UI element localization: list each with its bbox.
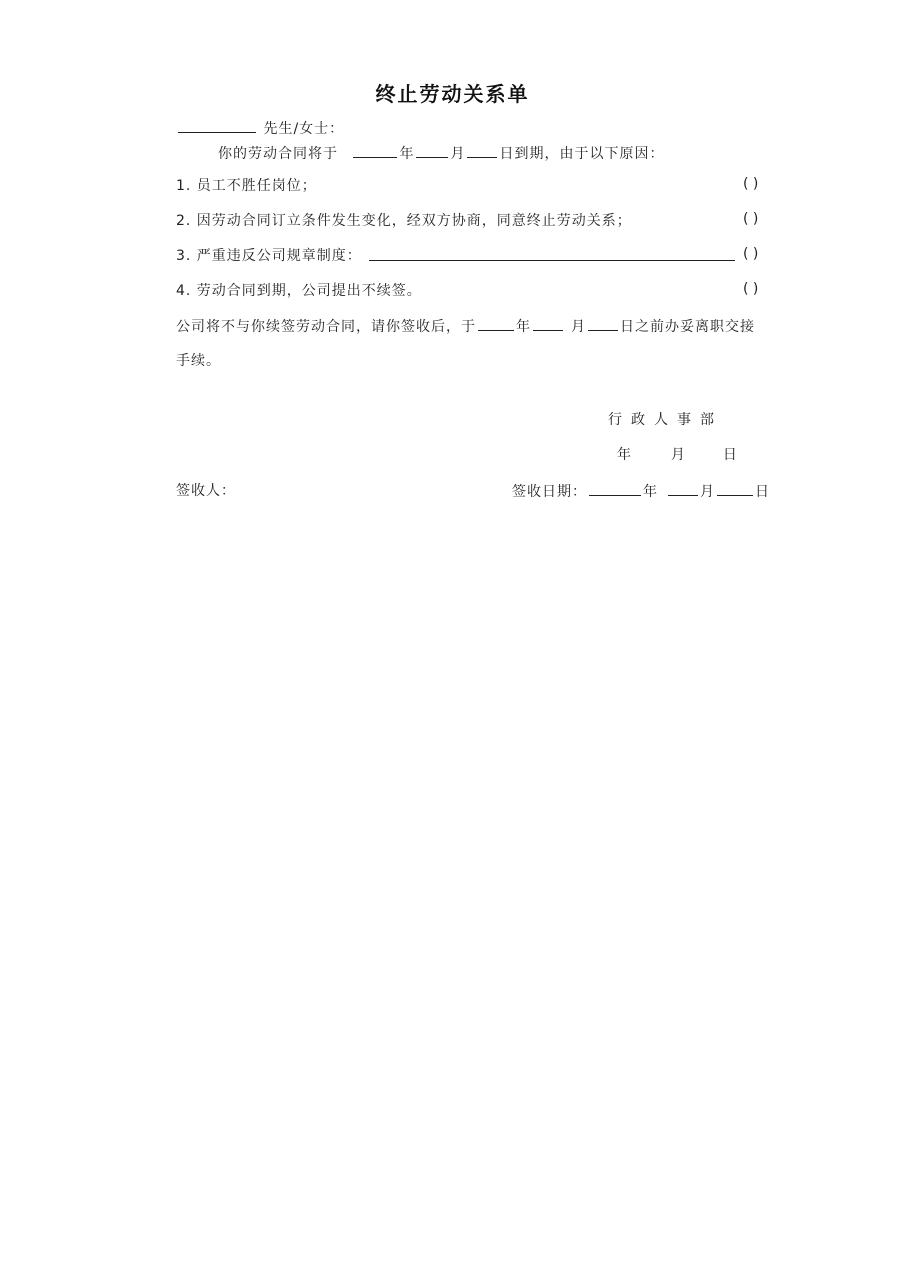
notice-year-label: 年: [516, 319, 531, 335]
issuer-day-label: 日: [722, 447, 738, 463]
reason-item: [176, 211, 632, 231]
reason-text: 3. 严重违反公司规章制度：: [176, 248, 362, 264]
name-blank[interactable]: [178, 118, 256, 133]
issuer-date: [617, 445, 738, 465]
issuer-year-label: 年: [617, 447, 632, 463]
intro-prefix: 你的劳动合同将于: [218, 146, 338, 162]
receipt-year-label: 年: [643, 484, 658, 500]
notice-month-label: 月: [571, 319, 586, 335]
handover-month-blank[interactable]: [533, 316, 563, 331]
reason-text: 4. 劳动合同到期，公司提出不续签。: [176, 283, 422, 299]
reason-checkbox[interactable]: ( ): [743, 211, 759, 227]
reason-item: [176, 281, 422, 301]
notice-line: [176, 316, 755, 337]
reason-text: 2. 因劳动合同订立条件发生变化，经双方协商，同意终止劳动关系；: [176, 213, 632, 229]
receipt-date-label: 签收日期：: [512, 484, 587, 500]
notice-prefix: 公司将不与你续签劳动合同，请你签收后，于: [176, 319, 476, 335]
reason-item: [176, 176, 317, 196]
receipt-day-blank[interactable]: [717, 481, 753, 496]
issuer-department: 行政人事部: [608, 412, 723, 428]
receipt-month-label: 月: [700, 484, 715, 500]
reason-text: 1. 员工不胜任岗位；: [176, 178, 317, 194]
receipt-day-label: 日: [755, 484, 770, 500]
reason-checkbox[interactable]: ( ): [743, 176, 759, 192]
signer-label: 签收人：: [176, 483, 236, 499]
salutation-text: 先生/女士：: [263, 121, 345, 137]
handover-year-blank[interactable]: [478, 316, 514, 331]
receipt-year-blank[interactable]: [589, 481, 641, 496]
intro-month-label: 月: [450, 146, 466, 162]
receipt-date-line: [512, 481, 770, 502]
document-title: 终止劳动关系单: [375, 82, 530, 106]
issuer-month-label: 月: [670, 447, 686, 463]
reason-checkbox[interactable]: ( ): [743, 246, 759, 262]
notice-line-2: 手续。: [176, 353, 221, 369]
reason-checkbox[interactable]: ( ): [743, 281, 759, 297]
handover-day-blank[interactable]: [588, 316, 618, 331]
notice-suffix: 日之前办妥离职交接: [620, 319, 755, 335]
expiry-year-blank[interactable]: [353, 143, 397, 158]
intro-suffix: 日到期，由于以下原因：: [499, 146, 665, 162]
reason-item: [176, 246, 362, 266]
expiry-day-blank[interactable]: [467, 143, 497, 158]
intro-year-label: 年: [399, 146, 415, 162]
expiry-month-blank[interactable]: [416, 143, 448, 158]
receipt-month-blank[interactable]: [668, 481, 698, 496]
intro-line: [218, 143, 664, 164]
violation-detail-blank[interactable]: [369, 246, 735, 261]
salutation-line: [178, 118, 344, 139]
